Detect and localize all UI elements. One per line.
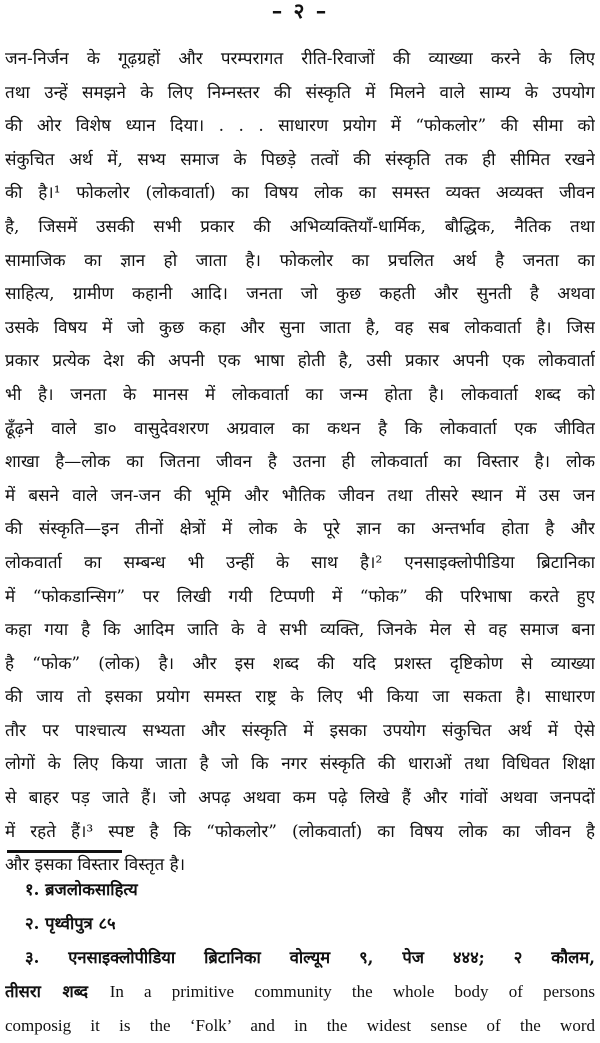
body-text xyxy=(5,43,595,883)
text-line: कहा गया है कि आदिम जाति के वे सभी व्यक्ति, जिनके मेल से वह समाज बना xyxy=(5,620,595,641)
text-line: शाखा है—लोक का जितना जीवन है उतना ही लोकवार्ता का विस्तार है। लोक xyxy=(5,452,595,473)
footnote-3-continuation-2 xyxy=(5,1009,595,1043)
text-line: भी है। जनता के मानस में लोकवार्ता का जन्म होता है। लोकवार्ता शब्द को xyxy=(5,384,595,405)
text-line: की संस्कृति—इन तीनों क्षेत्रों में लोक के पूरे ज्ञान का अन्तर्भाव होता है और xyxy=(5,519,595,540)
text-line: में बसने वाले जन-जन की भूमि और भौतिक जीवन तथा तीसरे स्थान में उस जन xyxy=(5,485,595,506)
text-line: की ओर विशेष ध्यान दिया। . . . साधारण प्रयोग में “फोकलोर” की सीमा को xyxy=(5,116,595,137)
footnote-3-continuation xyxy=(5,975,595,1009)
text-line: और इसका विस्तार विस्तृत है। xyxy=(5,855,186,876)
text-line: की है।¹ फोकलोर (लोकवार्ता) का विषय लोक का समस्त व्यक्त अव्यक्त जीवन xyxy=(5,183,595,204)
text-line: तथा उन्हें समझने के लिए निम्नस्तर की संस्कृति में मिलने वाले साम्य के उपयोग xyxy=(5,82,595,103)
footnote-2: २. पृथ्वीपुत्र ८५ xyxy=(25,914,116,933)
text-line: प्रकार प्रत्येक देश की अपनी एक भाषा होती है, उसी प्रकार अपनी एक लोकवार्ता xyxy=(5,351,595,372)
text-line: संकुचित अर्थ में, सभ्य समाज के पिछड़े तत्वों की संस्कृति तक ही सीमित रखने xyxy=(5,149,595,170)
text-line: लोगों के लिए किया जाता है जो कि नगर संस्कृति की धाराओं तथा विधिवत शिक्षा xyxy=(5,754,595,775)
footnote-3-english-2: composig it is the ‘Folk’ and in the widest sense of the word xyxy=(5,1016,595,1035)
text-line: उसके विषय में जो कुछ कहा और सुना जाता है, वह सब लोकवार्ता है। जिस xyxy=(5,317,595,338)
text-line: जन-निर्जन के गूढ़ग्रहों और परम्परागत रीति-रिवाजों की व्याख्या करने के लिए xyxy=(5,49,595,69)
text-line: तौर पर पाश्चात्य सभ्यता और संस्कृति में इसका उपयोग संकुचित अर्थ में ऐसे xyxy=(5,720,595,741)
text-line: साहित्य, ग्रामीण कहानी आदि। जनता जो कुछ कहती और सुनती है अथवा xyxy=(5,284,595,305)
text-line: में “फोकडान्सिग” पर लिखी गयी टिप्पणी में “फोक” की परिभाषा करते हुए xyxy=(5,586,595,607)
text-line: लोकवार्ता का सम्बन्ध भी उन्हीं के साथ है।² एनसाइक्लोपीडिया ब्रिटानिका xyxy=(5,552,595,573)
text-line: से बाहर पड़ जाते हैं। जो अपढ़ अथवा कम पढ़े लिखे हैं और गांवों अथवा जनपदों xyxy=(5,788,595,809)
footnotes xyxy=(5,873,595,1043)
text-line: है, जिसमें उसकी सभी प्रकार की अभिव्यक्तियाँ-धार्मिक, बौद्धिक, नैतिक तथा xyxy=(5,216,595,237)
page-number: – २ – xyxy=(271,0,329,23)
text-line: है “फोक” (लोक) है। और इस शब्द की यदि प्रशस्त दृष्टिकोण से व्याख्या xyxy=(5,653,595,674)
footnote-3: ३. एनसाइक्लोपीडिया ब्रिटानिका वोल्यूम ९, पेज ४४४; २ कौलम, xyxy=(25,948,595,967)
footnote-3-hindi: तीसरा शब्द xyxy=(5,982,89,1001)
footnote-divider xyxy=(7,850,122,853)
text-line: सामाजिक का ज्ञान हो जाता है। फोकलोर का प्रचलित अर्थ है जनता का xyxy=(5,250,595,271)
text-line: में रहते हैं।³ स्पष्ट है कि “फोकलोर” (लोकवार्ता) का विषय लोक का जीवन है xyxy=(5,821,595,842)
footnote-1: १. ब्रजलोकसाहित्य xyxy=(25,880,138,899)
text-line: ढूँढ़ने वाले डा० वासुदेवशरण अग्रवाल का कथन है कि लोकवार्ता एक जीवित xyxy=(5,418,595,439)
text-line: की जाय तो इसका प्रयोग समस्त राष्ट्र के लिए भी किया जा सकता है। साधारण xyxy=(5,687,595,708)
footnote-3-english: In a primitive community the whole body of persons xyxy=(109,982,595,1001)
